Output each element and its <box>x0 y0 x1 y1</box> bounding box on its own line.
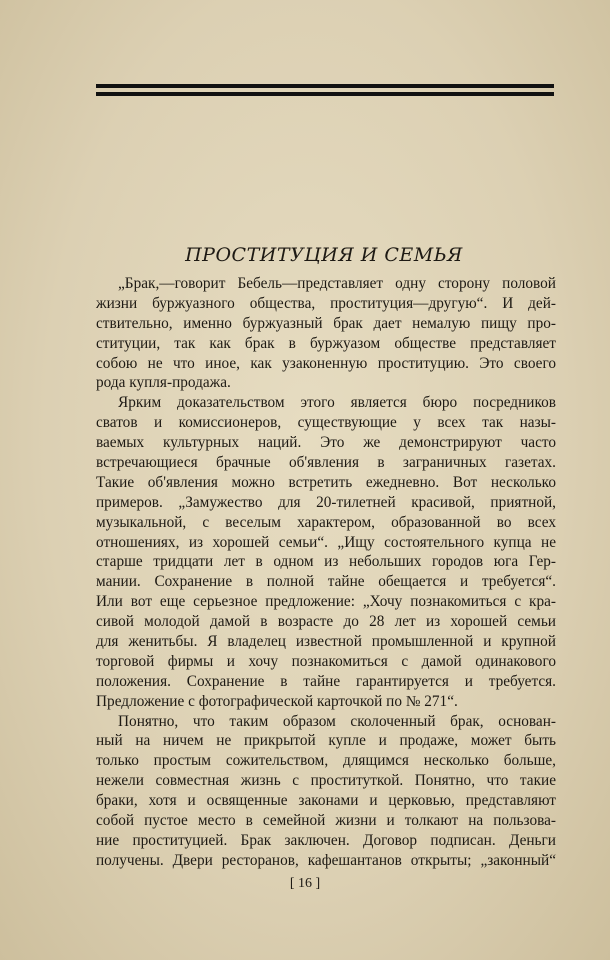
header-rule-bottom <box>96 92 554 96</box>
text-line: Понятно, что таким образом сколоченный брак, основан- <box>118 712 556 730</box>
text-line: рода купля-продажа. <box>96 374 231 392</box>
text-line: получены. Двери ресторанов, кафешантанов открыты; „законный“ <box>96 851 556 869</box>
text-line: жизни буржуазного общества, проституция—другую“. И дей- <box>96 294 556 312</box>
text-line: для женитьбы. Я владелец известной промышленной и крупной <box>96 633 556 651</box>
text-line: ние проституцией. Брак заключен. Договор подписан. Деньги <box>96 831 556 849</box>
text-line: встречающиеся брачные об'явления в заграничных газетах. <box>96 454 556 472</box>
text-line: сватов и комиссионеров, существующие у всех так назы- <box>96 414 556 432</box>
text-line: торговой фирмы и хочу познакомиться с дамой одинакового <box>96 652 556 670</box>
text-line: только простым сожительством, длящимся несколько больше, <box>96 752 556 770</box>
chapter-title: ПРОСТИТУЦИЯ И СЕМЬЯ <box>185 244 463 266</box>
text-line: ваемых культурных наций. Это же демонстрируют часто <box>96 434 556 452</box>
text-line: нежели совместная жизнь с проституткой. Понятно, что такие <box>96 772 556 790</box>
text-line: примеров. „Замужество для 20-тилетней красивой, приятной, <box>96 493 556 511</box>
text-line: Такие об'явления можно встретить ежедневно. Вот несколько <box>96 473 556 491</box>
text-line: Ярким доказательством этого является бюро посредников <box>118 394 556 412</box>
text-line: мании. Сохранение в полной тайне обещается и требуется“. <box>96 573 556 591</box>
text-line: Или вот еще серьезное предложение: „Хочу познакомиться с кра- <box>96 593 556 611</box>
text-line: браки, хотя и освященные законами и церковью, представляют <box>96 792 556 810</box>
text-line: „Брак,—говорит Бебель—представляет одну сторону половой <box>118 275 556 292</box>
text-line: ституции, так как брак в буржуазом обществе представляет <box>96 334 556 352</box>
text-line: ствительно, именно буржуазный брак дает немалую пищу про- <box>96 314 556 332</box>
text-line: Предложение с фотографической карточкой по № 271“. <box>96 692 458 710</box>
text-line: положения. Сохранение в тайне гарантируется и требуется. <box>96 672 556 690</box>
text-line: отношениях, из хорошей семьи“. „Ищу состоятельного купца не <box>96 533 556 551</box>
text-line: сивой молодой дамой в возрасте до 28 лет из хорошей семьи <box>96 613 556 631</box>
text-line: старше тридцати лет в одном из небольших городов юга Гер- <box>96 553 556 571</box>
page-number: [ 16 ] <box>289 876 321 891</box>
header-rule-top <box>96 84 554 88</box>
text-line: собой пустое место в семейной жизни и толкают на пользова- <box>96 812 556 830</box>
text-line: собою не что иное, как узаконенную проституцию. Это своего <box>96 354 556 372</box>
text-line: музыкальной, с веселым характером, образованной во всех <box>96 513 556 531</box>
body-text <box>96 274 556 871</box>
text-line: ный на ничем не прикрытой купле и продаже, может быть <box>96 732 556 750</box>
